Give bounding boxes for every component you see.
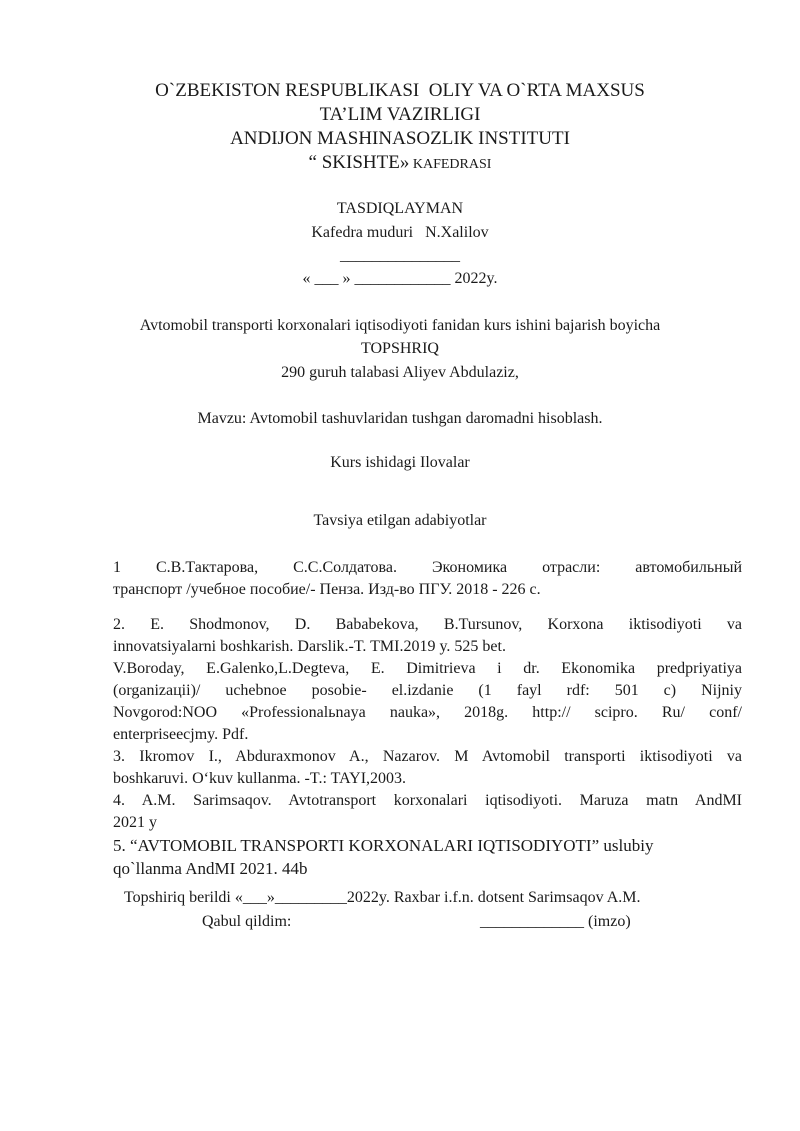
received-signature: _____________ (imzo)	[480, 913, 631, 930]
department-head: Kafedra muduri N.Xalilov	[311, 224, 489, 241]
reference-1-line-1: 1 С.В.Тактарова, С.С.Солдатова. Экономика отрасли: автомобильный	[113, 559, 742, 576]
student-line: 290 guruh talabasi Aliyev Abdulaziz,	[281, 364, 519, 381]
approval-date-line: « ___ » ____________ 2022y.	[302, 270, 498, 287]
institute-name: ANDIJON MASHINASOZLIK INSTITUTI	[230, 128, 570, 149]
assignment-title: TOPSHRIQ	[361, 340, 439, 357]
reference-4-line-1: 4. A.M. Sarimsaqov. Avtotransport korxonalari iqtisodiyoti. Maruza matn AndMI	[113, 792, 742, 809]
reference-2-line-2: innovatsiyalarni boshkarish. Darslik.-T. TMI.2019 y. 525 bet.	[113, 638, 506, 655]
assignment-issued-line: Topshiriq berildi «___»_________2022y. Raxbar i.f.n. dotsent Sarimsaqov A.M.	[124, 889, 641, 906]
received-label: Qabul qildim:	[202, 913, 292, 930]
topic-line: Mavzu: Avtomobil tashuvlaridan tushgan daromadni hisoblash.	[197, 410, 603, 427]
reference-4-line-2: 2021 y	[113, 814, 157, 831]
department-heading	[0, 152, 800, 174]
reference-2-line-4: (organizaцii)/ uchebnoe posobie- el.izdanie (1 fayl rdf: 501 c) Nijniy	[113, 682, 742, 699]
reference-1-line-2: транспорт /учебное пособие/- Пенза. Изд-во ПГУ. 2018 - 226 с.	[113, 581, 541, 598]
reference-3-line-2: boshkaruvi. O‘kuv kullanma. -T.: TAYI,2003.	[113, 770, 407, 787]
appendices-heading: Kurs ishidagi Ilovalar	[330, 454, 470, 471]
reference-2-line-5: Novgorod:NOO «Professionalьnaya nauka», 2018g. http:// scipro. Ru/ conf/	[113, 704, 742, 721]
ministry-line-2: TA’LIM VAZIRLIGI	[319, 104, 481, 125]
reference-5-line-1: 5. “AVTOMOBIL TRANSPORTI KORXONALARI IQTISODIYOTI” uslubiy	[113, 836, 654, 855]
reference-5-line-2: qo`llanma AndMI 2021. 44b	[113, 859, 308, 878]
reference-2-line-1: 2. E. Shodmonov, D. Bababekova, B.Tursunov, Korxona iktisodiyoti va	[113, 616, 742, 633]
literature-heading: Tavsiya etilgan adabiyotlar	[313, 512, 487, 529]
approval-signature-line: _______________	[340, 247, 460, 264]
subject-line: Avtomobil transporti korxonalari iqtisodiyoti fanidan kurs ishini bajarish boyicha	[139, 317, 661, 334]
reference-2-line-3: V.Boroday, E.Galenko,L.Degteva, E. Dimitrieva i dr. Ekonomika predpriyatiya	[113, 660, 742, 677]
approval-title: TASDIQLAYMAN	[336, 200, 464, 217]
department-name: “ SKISHTE»	[308, 152, 410, 173]
reference-2-line-6: enterpriseecjmy. Pdf.	[113, 726, 249, 743]
reference-3-line-1: 3. Ikromov I., Abduraxmonov A., Nazarov. M Avtomobil transporti iktisodiyoti va	[113, 748, 742, 765]
department-word: KAFEDRASI	[409, 157, 492, 172]
ministry-line-1: O`ZBEKISTON RESPUBLIKASI OLIY VA O`RTA MAXSUS	[155, 80, 645, 101]
